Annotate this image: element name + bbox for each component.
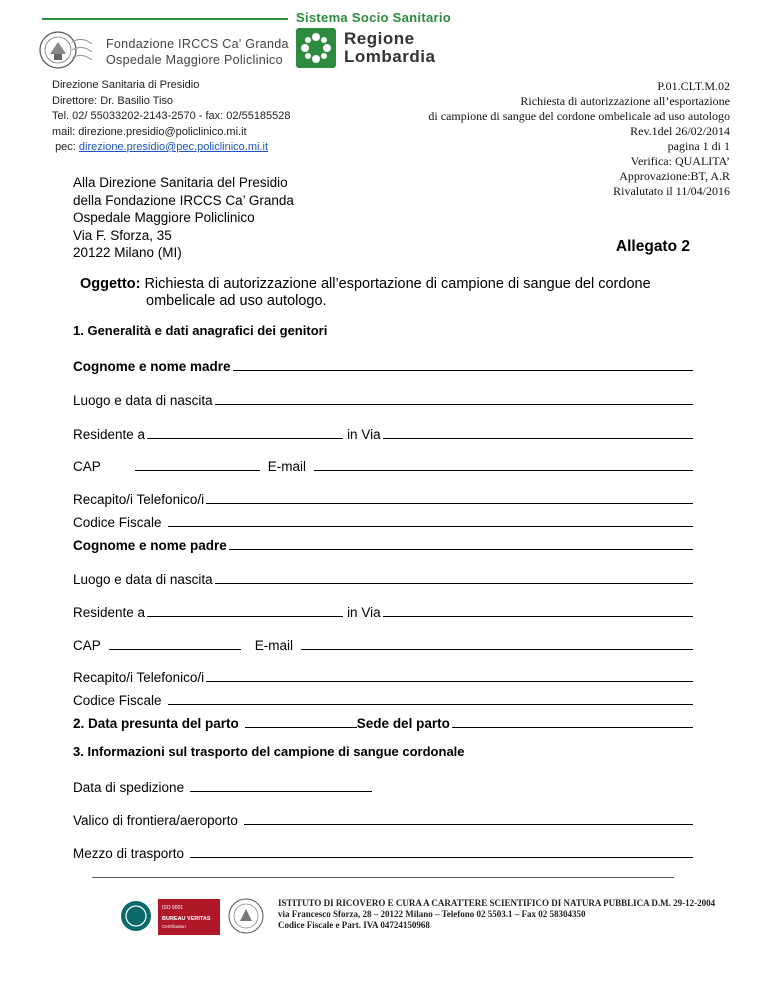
mother-email-field[interactable] xyxy=(314,457,693,471)
border-airport-field[interactable] xyxy=(244,811,693,825)
system-title: Sistema Socio Sanitario xyxy=(296,10,452,25)
father-resident-label: Residente a xyxy=(73,605,146,620)
father-phone-row xyxy=(73,667,693,685)
section-3-title: 3. Informazioni sul trasporto del campione di sangue cordonale xyxy=(73,744,465,759)
father-phone-field[interactable] xyxy=(206,668,693,682)
mother-name-row xyxy=(73,356,693,374)
father-cap-field[interactable] xyxy=(109,636,241,650)
direction-pec xyxy=(52,140,291,156)
father-street-label: in Via xyxy=(347,605,381,620)
subject-line-2: ombelicale ad uso autologo. xyxy=(146,293,327,309)
subject xyxy=(80,276,660,310)
doc-verification: Verifica: QUALITA’ xyxy=(630,154,730,168)
border-airport-label: Valico di frontiera/aeroporto xyxy=(73,813,238,828)
cert-bv-text: BUREAU VERITAS xyxy=(162,916,211,922)
region-name xyxy=(344,30,435,66)
mother-birth-label: Luogo e data di nascita xyxy=(73,393,213,408)
father-taxcode-row xyxy=(73,690,693,708)
father-name-field[interactable] xyxy=(229,536,693,550)
mother-taxcode-label: Codice Fiscale xyxy=(73,515,162,530)
mother-taxcode-row xyxy=(73,512,693,530)
footer-line-2: via Francesco Sforza, 28 – 20122 Milano – Telefono 02 5503.1 – Fax 02 58304350 xyxy=(278,909,586,919)
mother-phone-label: Recapito/i Telefonico/i xyxy=(73,492,205,507)
shipping-date-row xyxy=(73,777,693,795)
subject-line-1: Richiesta di autorizzazione all’esportazione di campione di sangue del cordone xyxy=(144,276,651,292)
header-rule xyxy=(42,18,288,20)
pec-link[interactable]: direzione.presidio@pec.policlinico.mi.it xyxy=(78,141,269,153)
footer-line-1: ISTITUTO DI RICOVERO E CURA A CARATTERE SCIENTIFICO DI NATURA PUBBLICA D.M. 29-12-2004 xyxy=(278,898,716,908)
mother-cap-row xyxy=(73,456,693,474)
father-birth-row xyxy=(73,569,693,587)
mother-birth-field[interactable] xyxy=(215,391,693,405)
father-name-label: Cognome e nome padre xyxy=(73,538,227,553)
delivery-row xyxy=(73,713,693,731)
transport-means-field[interactable] xyxy=(190,844,693,858)
mother-cap-field[interactable] xyxy=(135,457,260,471)
mother-resident-field[interactable] xyxy=(147,425,343,439)
transport-means-row xyxy=(73,843,693,861)
director-name: Direttore: Dr. Basilio Tiso xyxy=(52,94,174,107)
doc-title-1: Richiesta di autorizzazione all’esportazione xyxy=(520,94,730,108)
father-phone-label: Recapito/i Telefonico/i xyxy=(73,670,205,685)
attachment-label: Allegato 2 xyxy=(615,238,690,255)
direction-phones: Tel. 02/ 55033202-2143-2570 - fax: 02/55185528 xyxy=(52,110,291,122)
foundation-name xyxy=(106,36,289,68)
foundation-line-1: Fondazione IRCCS Ca' Granda xyxy=(106,37,289,51)
father-residence-row xyxy=(73,602,693,620)
father-birth-field[interactable] xyxy=(215,570,693,584)
father-cap-label: CAP xyxy=(73,638,101,653)
mother-name-field[interactable] xyxy=(233,357,693,371)
direction-mail: mail: direzione.presidio@policlinico.mi.it xyxy=(52,125,247,138)
recipient-line-1: Alla Direzione Sanitaria del Presidio xyxy=(73,175,288,190)
mother-email-label: E-mail xyxy=(267,459,307,474)
due-date-label: 2. Data presunta del parto xyxy=(73,716,239,731)
transport-means-label: Mezzo di trasporto xyxy=(73,846,185,861)
birth-site-label: Sede del parto xyxy=(356,716,450,731)
mother-birth-row xyxy=(73,390,693,408)
father-street-field[interactable] xyxy=(383,603,693,617)
recipient-line-4: Via F. Sforza, 35 xyxy=(73,227,172,243)
document-reference xyxy=(390,79,730,199)
region-line-1: Regione xyxy=(344,29,415,48)
recipient-line-5: 20122 Milano (MI) xyxy=(73,245,182,260)
doc-title-2: di campione di sangue del cordone ombelicale ad uso autologo xyxy=(428,109,730,123)
father-resident-field[interactable] xyxy=(147,603,343,617)
subject-label: Oggetto: xyxy=(80,276,141,292)
mother-street-field[interactable] xyxy=(383,425,693,439)
mother-residence-row xyxy=(73,424,693,442)
father-taxcode-label: Codice Fiscale xyxy=(73,693,162,708)
father-email-label: E-mail xyxy=(254,638,294,653)
shipping-date-field[interactable] xyxy=(190,778,372,792)
father-name-row xyxy=(73,535,693,553)
father-birth-label: Luogo e data di nascita xyxy=(73,572,213,587)
due-date-field[interactable] xyxy=(245,714,357,728)
institute-footer xyxy=(278,898,715,931)
direction-contacts xyxy=(52,78,291,156)
father-email-field[interactable] xyxy=(301,636,693,650)
doc-page: pagina 1 di 1 xyxy=(667,139,730,153)
mother-street-label: in Via xyxy=(347,427,381,442)
certification-logos xyxy=(120,893,270,939)
mother-phone-row xyxy=(73,489,693,507)
section-1-title: 1. Generalità e dati anagrafici dei genitori xyxy=(73,323,328,338)
doc-code: P.01.CLT.M.02 xyxy=(657,79,730,93)
doc-approval: Approvazione:BT, A.R xyxy=(619,169,730,183)
pec-label: pec: xyxy=(55,141,76,153)
foundation-seal-logo xyxy=(38,30,96,70)
birth-site-field[interactable] xyxy=(452,714,693,728)
border-airport-row xyxy=(73,810,693,828)
footer-line-3: Codice Fiscale e Part. IVA 04724150968 xyxy=(278,920,430,930)
doc-revision: Rev.1del 26/02/2014 xyxy=(630,124,730,138)
mother-phone-field[interactable] xyxy=(206,490,693,504)
recipient-line-2: della Fondazione IRCCS Ca’ Granda xyxy=(73,192,294,208)
lombardia-rose-icon xyxy=(296,28,336,68)
recipient-address xyxy=(73,174,294,262)
father-taxcode-field[interactable] xyxy=(168,691,693,705)
doc-revalidated: Rivalutato il 11/04/2016 xyxy=(613,184,730,198)
mother-taxcode-field[interactable] xyxy=(168,513,693,527)
mother-cap-label: CAP xyxy=(73,459,101,474)
footer-rule xyxy=(92,877,674,878)
recipient-line-3: Ospedale Maggiore Policlinico xyxy=(73,210,255,225)
father-cap-row xyxy=(73,635,693,653)
shipping-date-label: Data di spedizione xyxy=(73,780,185,795)
foundation-line-2: Ospedale Maggiore Policlinico xyxy=(106,53,283,67)
region-line-2: Lombardia xyxy=(344,47,436,66)
mother-resident-label: Residente a xyxy=(73,427,146,442)
mother-name-label: Cognome e nome madre xyxy=(73,359,231,374)
cert-iso-text: ISO 9001 xyxy=(162,905,184,911)
direction-office: Direzione Sanitaria di Presidio xyxy=(52,79,200,91)
cert-label-text: Certification xyxy=(162,924,186,929)
